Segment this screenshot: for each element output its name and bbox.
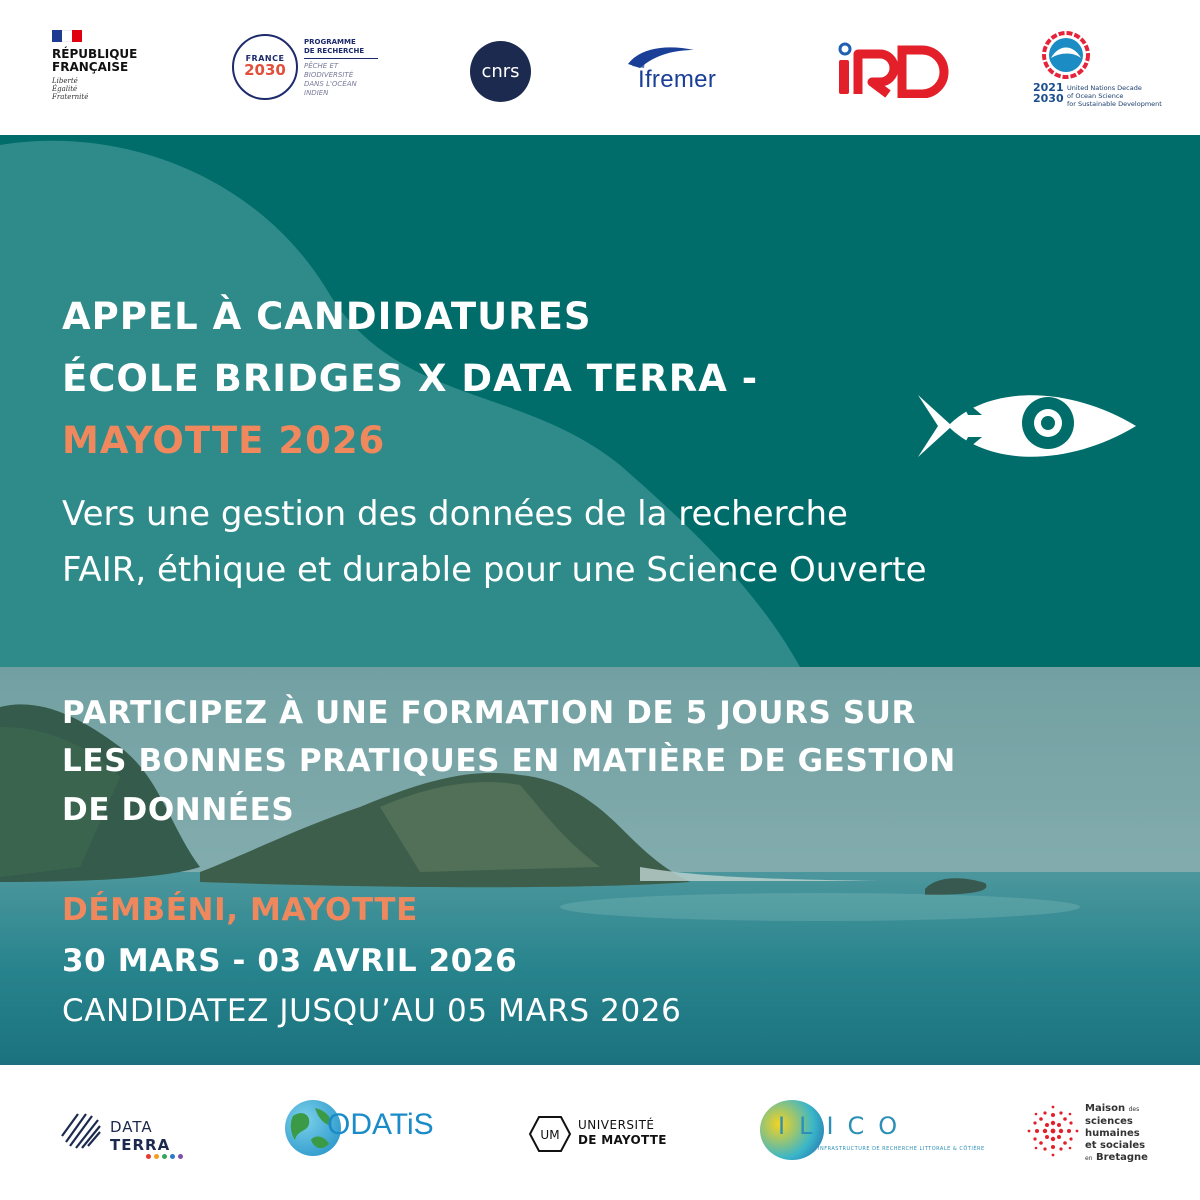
- hero-title-line3: MAYOTTE 2026: [62, 419, 386, 462]
- ird-mark-icon: [836, 40, 956, 98]
- ocean-decade-text: United Nations Decade of Ocean Science for Sustainable Development: [1067, 84, 1162, 108]
- application-deadline: CANDIDATEZ JUSQU’AU 05 MARS 2026: [62, 993, 682, 1029]
- hero-title-line1: APPEL À CANDIDATURES: [62, 295, 592, 338]
- france-2030-badge-top: FRANCE: [245, 54, 285, 63]
- data-terra-color-dots: [146, 1154, 183, 1159]
- ocean-decade-wave-icon: [1041, 30, 1091, 80]
- ilico-logo: [760, 1100, 985, 1162]
- ilico-label: ILICO: [778, 1112, 912, 1140]
- mshb-text: [1085, 1103, 1148, 1165]
- event-dates: 30 MARS - 03 AVRIL 2026: [62, 943, 518, 979]
- ilico-subtitle: INFRASTRUCTURE DE RECHERCHE LITTORALE & CÔTIÈRE: [818, 1146, 985, 1152]
- mshb-line4: et sociales: [1085, 1140, 1146, 1151]
- mshb-logo: [1025, 1103, 1155, 1163]
- france-2030-subtitle: PÊCHE ET BIODIVERSITÉ DANS L'OCÉAN INDIEN: [304, 62, 357, 97]
- odatis-label: ODATiS: [327, 1108, 434, 1141]
- partner-logos-header: [0, 0, 1200, 135]
- republique-francaise-logo: [52, 30, 142, 101]
- pitch-line2: LES BONNES PRATIQUES EN MATIÈRE DE GESTION: [62, 743, 956, 779]
- france-2030-program: PROGRAMME DE RECHERCHE: [304, 38, 365, 55]
- hero-subtitle-line1: Vers une gestion des données de la recherche: [62, 494, 848, 534]
- cnrs-logo: cnrs: [470, 41, 531, 102]
- ocean-decade-years: 2021 2030: [1033, 81, 1064, 105]
- data-terra-stripes-icon: [58, 1106, 104, 1152]
- mshb-line1-small: des: [1128, 1106, 1140, 1113]
- mshb-line5: Bretagne: [1095, 1152, 1148, 1163]
- data-terra-line1: DATA: [110, 1118, 153, 1136]
- france-2030-badge: [232, 34, 298, 100]
- ifremer-logo: [626, 44, 754, 94]
- mshb-line3: humaines: [1085, 1128, 1140, 1139]
- ifremer-label: Ifremer: [638, 66, 717, 93]
- ird-logo: [836, 40, 956, 98]
- data-terra-line2: TERRA: [110, 1136, 171, 1154]
- french-flag-icon: [52, 30, 82, 42]
- republique-title-line2: FRANÇAISE: [52, 60, 129, 74]
- universite-mayotte-logo: [528, 1113, 668, 1155]
- data-terra-logo: [58, 1106, 188, 1158]
- universite-mayotte-line2: DE MAYOTTE: [578, 1133, 667, 1147]
- universite-mayotte-hexagon-icon: [528, 1115, 572, 1153]
- pitch-line3: DE DONNÉES: [62, 792, 295, 828]
- universite-mayotte-line1: UNIVERSITÉ: [578, 1118, 655, 1132]
- republique-motto: Liberté Égalité Fraternité: [52, 77, 89, 101]
- france-2030-logo: [232, 34, 377, 102]
- mshb-line5-small: en: [1085, 1155, 1093, 1162]
- mshb-line1: Maison: [1085, 1103, 1126, 1114]
- odatis-logo: [285, 1100, 435, 1164]
- pitch-line1: PARTICIPEZ À UNE FORMATION DE 5 JOURS SUR: [62, 695, 917, 731]
- event-location: DÉMBÉNI, MAYOTTE: [62, 892, 418, 928]
- universite-mayotte-monogram: UM: [540, 1128, 560, 1142]
- hero-subtitle-line2: FAIR, éthique et durable pour une Science Ouverte: [62, 550, 927, 590]
- fish-eye-icon: [918, 385, 1138, 467]
- france-2030-badge-year: 2030: [244, 61, 286, 79]
- hero-title-line2: ÉCOLE BRIDGES X DATA TERRA -: [62, 357, 759, 400]
- mshb-dot-spiral-icon: [1025, 1103, 1081, 1159]
- mshb-line2: sciences: [1085, 1116, 1133, 1127]
- ocean-decade-logo: [1033, 30, 1168, 108]
- republique-title-line1: RÉPUBLIQUE: [52, 47, 138, 61]
